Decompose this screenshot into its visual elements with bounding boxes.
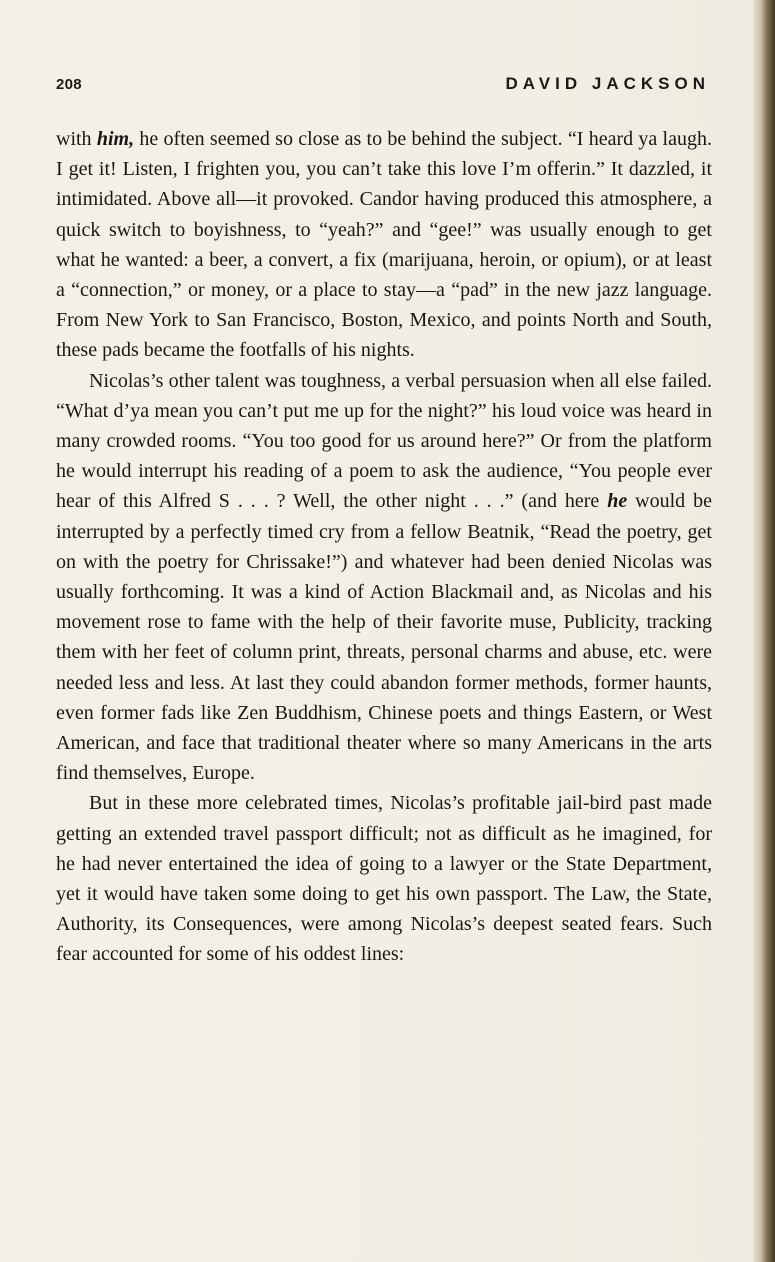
paragraph-1 [56, 124, 712, 366]
paragraph-1-text-b: he often seemed so close as to be behind the subject. “I heard ya laugh. I get it! Listen, I frighten you, you can’t take this love I’m offerin.” It dazzled, it intimidated. Above all—it provoked. Candor having produced this atmosphere, a quick switch to boyishness, to “yeah?” and “gee!” was usually enough to get what he wanted: a beer, a convert, a fix (marijuana, heroin, or opium), or at least a “connection,” or money, or a place to stay—a “pad” in the new jazz language. From New York to San Francisco, Boston, Mexico, and points North and South, these pads became the footfalls of his nights. [56, 128, 712, 362]
running-head [56, 76, 710, 100]
body-text [56, 124, 712, 970]
paragraph-1-emphasis: him, [96, 128, 135, 150]
paragraph-3-text-a: But in these more celebrated times, Nicolas’s profitable jail-bird past made getting an extended travel passport difficult; not as difficult as he imagined, for he had never entertained the idea of going to a lawyer or the State Department, yet it would have taken some doing to get his own passport. The Law, the State, Authority, its Consequences, were among Nicolas’s deepest seated fears. Such fear accounted for some of his oddest lines: [56, 792, 712, 966]
page-number: 208 [56, 76, 82, 93]
paragraph-2-emphasis: he [607, 490, 628, 513]
paragraph-2-text-a: Nicolas’s other talent was toughness, a verbal persuasion when all else failed. “What d’ya mean you can’t put me up for the night?” his loud voice was heard in many crowded rooms. “You too good for us around here?” Or from the platform he would interrupt his reading of a poem to ask the audience, “You people ever hear of this Alfred S . . . ? Well, the other night . . .” (and here [56, 369, 712, 513]
running-title: DAVID JACKSON [505, 74, 710, 93]
paragraph-1-text-a: with [56, 128, 97, 150]
page-binding-edge [753, 0, 775, 1262]
paragraph-2-text-b: would be interrupted by a perfectly timed cry from a fellow Beatnik, “Read the poetry, get on with the poetry for Chrissake!”) and whatever had been denied Nicolas was usually forthcoming. It was a kind of Action Blackmail and, as Nicolas and his movement rose to fame with the help of their favorite muse, Publicity, tracking them with her feet of column print, threats, personal charms and abuse, etc. were needed less and less. At last they could abandon former methods, former haunts, even former fads like Zen Buddhism, Chinese poets and things Eastern, or West American, and face that traditional theater where so many Americans in the arts find themselves, Europe. [56, 490, 712, 785]
paragraph-3 [56, 788, 712, 969]
paragraph-2 [56, 366, 712, 789]
